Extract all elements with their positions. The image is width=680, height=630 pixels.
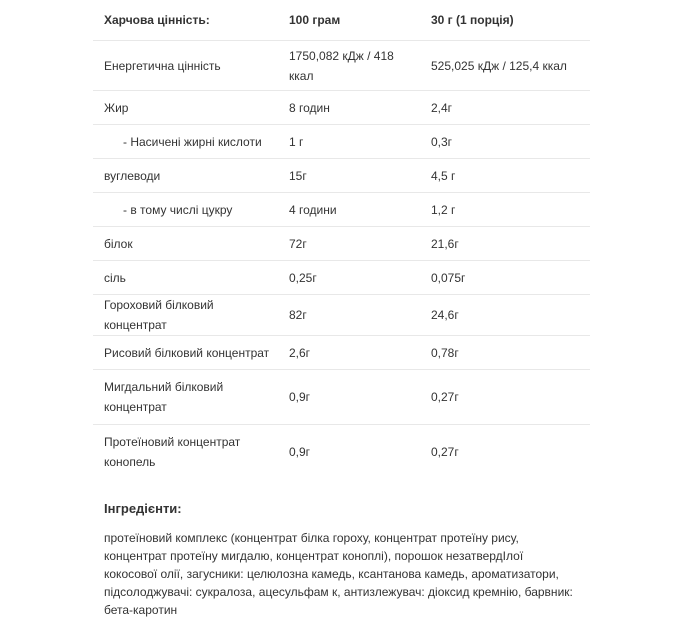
row-value-100g: 1750,082 кДж / 418 ккал [289, 48, 394, 83]
row-label: Мигдальний білковий концентрат [104, 380, 224, 414]
row-value-30g: 2,4г [431, 100, 453, 115]
row-label: сіль [104, 270, 126, 285]
row-value-100g: 0,25г [289, 270, 317, 285]
row-value-30g: 24,6г [431, 308, 459, 322]
row-value-30g: 1,2 г [431, 202, 456, 217]
table-row [93, 336, 590, 370]
row-value-100g: 2,6г [289, 345, 311, 360]
header-per-30g: 30 г (1 порція) [431, 13, 514, 27]
row-label: - Насичені жирні кислоти [123, 134, 262, 149]
table-row [93, 91, 590, 125]
row-value-30g: 0,27г [431, 390, 459, 404]
row-value-100g: 4 години [289, 202, 337, 217]
row-value-100g: 72г [289, 236, 307, 251]
table-row [93, 295, 590, 336]
row-value-30g: 4,5 г [431, 168, 456, 183]
row-label: білок [104, 236, 133, 251]
row-value-30g: 0,27г [431, 445, 459, 460]
row-value-100g: 15г [289, 168, 307, 183]
row-value-100g: 1 г [289, 134, 304, 149]
table-row [93, 193, 590, 227]
table-header-row [93, 0, 590, 41]
row-value-100g: 0,9г [289, 390, 311, 404]
ingredients-title: Інгредієнти: [104, 501, 182, 516]
row-value-100g: 8 годин [289, 100, 330, 115]
ingredients-section [104, 499, 574, 619]
row-value-30g: 21,6г [431, 236, 459, 251]
row-label: Рисовий білковий концентрат [104, 345, 270, 360]
table-row [93, 227, 590, 261]
row-label: - в тому числі цукру [123, 202, 233, 217]
row-value-30g: 0,78г [431, 345, 459, 360]
row-label: вуглеводи [104, 168, 161, 183]
row-value-30g: 525,025 кДж / 125,4 ккал [431, 58, 567, 73]
row-value-100g: 0,9г [289, 445, 311, 460]
table-row [93, 41, 590, 91]
row-value-100g: 82г [289, 308, 307, 322]
table-row [93, 125, 590, 159]
row-label: Протеїновий концентрат конопель [104, 435, 241, 470]
row-label: Жир [104, 100, 129, 115]
ingredients-text: протеїновий комплекс (концентрат білка гороху, концентрат протеїну рису, концентрат протеїну мигдалю, концентрат коноплі), порошок незатвердІлої кокосової олії, загусники: целюлозна камедь, ксантанова камедь, ароматизатори, підсолоджувачі: сукралоза, ацесульфам к, антизлежувач: діоксид кремнію, барвник: бета-каротин [104, 531, 573, 617]
row-label: Гороховий білковий концентрат [104, 298, 214, 332]
row-value-30g: 0,3г [431, 134, 453, 149]
nutrition-table [93, 0, 590, 480]
table-row [93, 159, 590, 193]
row-label: Енергетична цінність [104, 58, 221, 73]
header-nutrition-value: Харчова цінність: [104, 13, 210, 27]
table-row [93, 370, 590, 425]
header-per-100g: 100 грам [289, 13, 341, 27]
row-value-30g: 0,075г [431, 270, 466, 285]
table-row [93, 425, 590, 480]
table-row [93, 261, 590, 295]
